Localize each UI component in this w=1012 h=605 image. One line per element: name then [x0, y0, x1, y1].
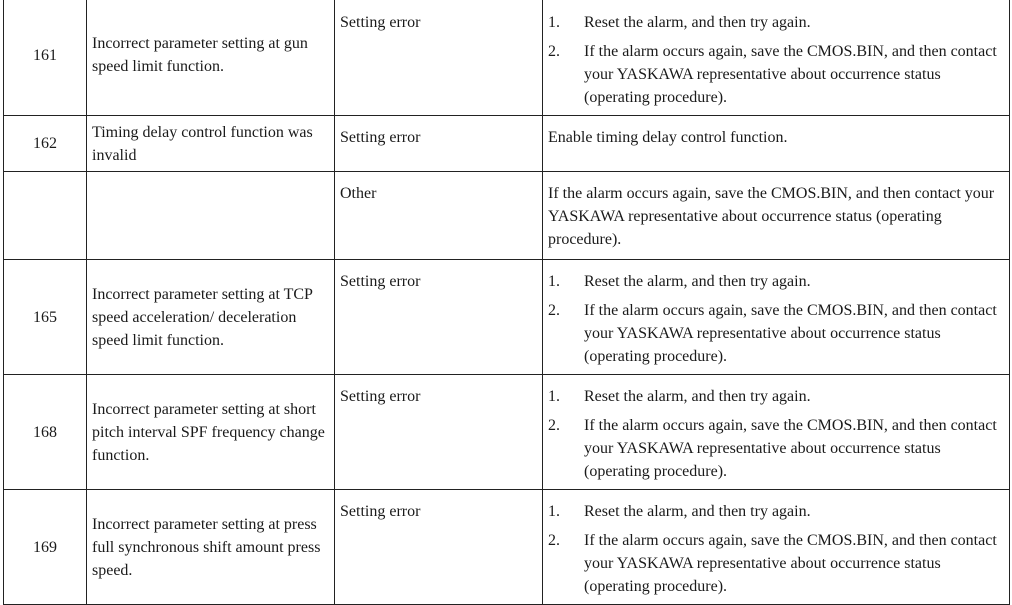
alarm-remedy: [543, 260, 1010, 375]
step-text: If the alarm occurs again, save the CMOS.BIN, and then contact your YASKAWA representative about occurrence status (operating procedure).: [584, 302, 997, 365]
remedy-step: [548, 40, 1003, 109]
table-row: [4, 116, 1010, 172]
step-number: 1.: [548, 503, 560, 520]
alarm-remedy: [543, 172, 1010, 260]
step-text: If the alarm occurs again, save the CMOS.BIN, and then contact your YASKAWA representative about occurrence status (operating procedure).: [584, 532, 997, 595]
alarm-code: 162: [4, 116, 87, 172]
alarm-code: [4, 172, 87, 260]
remedy-step: [548, 529, 1003, 598]
table-row: [4, 260, 1010, 375]
alarm-name: Incorrect parameter setting at TCP speed acceleration/ deceleration speed limit function.: [87, 260, 335, 375]
remedy-step: [548, 385, 1003, 408]
step-text: If the alarm occurs again, save the CMOS.BIN, and then contact your YASKAWA representative about occurrence status (operating procedure).: [584, 43, 997, 106]
alarm-remedy: [543, 375, 1010, 490]
remedy-text: If the alarm occurs again, save the CMOS.BIN, and then contact your YASKAWA representative about occurrence status (operating procedure).: [548, 185, 995, 248]
table-row: [4, 490, 1010, 605]
alarm-name: Incorrect parameter setting at press full synchronous shift amount press speed.: [87, 490, 335, 605]
remedy-step: [548, 11, 1003, 34]
step-number: 2.: [548, 43, 560, 60]
table-row: [4, 375, 1010, 490]
remedy-step: [548, 500, 1003, 523]
step-text: If the alarm occurs again, save the CMOS.BIN, and then contact your YASKAWA representative about occurrence status (operating procedure).: [584, 417, 997, 480]
step-number: 2.: [548, 302, 560, 319]
alarm-cause: Setting error: [335, 260, 543, 375]
step-text: Reset the alarm, and then try again.: [584, 14, 811, 31]
alarm-code: 161: [4, 0, 87, 116]
step-text: Reset the alarm, and then try again.: [584, 503, 811, 520]
alarm-remedy: [543, 490, 1010, 605]
remedy-step: [548, 270, 1003, 293]
alarm-name: Timing delay control function was invalid: [87, 116, 335, 172]
alarm-cause: Setting error: [335, 0, 543, 116]
alarm-table: [3, 0, 1010, 605]
step-number: 2.: [548, 417, 560, 434]
alarm-cause: Other: [335, 172, 543, 260]
remedy-text: Enable timing delay control function.: [548, 129, 788, 146]
alarm-name: Incorrect parameter setting at short pitch interval SPF frequency change function.: [87, 375, 335, 490]
step-number: 1.: [548, 14, 560, 31]
step-number: 2.: [548, 532, 560, 549]
alarm-name: [87, 172, 335, 260]
alarm-cause: Setting error: [335, 116, 543, 172]
alarm-remedy: [543, 116, 1010, 172]
alarm-code: 169: [4, 490, 87, 605]
alarm-code: 165: [4, 260, 87, 375]
alarm-cause: Setting error: [335, 375, 543, 490]
table-row: [4, 0, 1010, 116]
step-text: Reset the alarm, and then try again.: [584, 273, 811, 290]
table-row: [4, 172, 1010, 260]
alarm-cause: Setting error: [335, 490, 543, 605]
remedy-step: [548, 299, 1003, 368]
step-text: Reset the alarm, and then try again.: [584, 388, 811, 405]
remedy-step: [548, 414, 1003, 483]
step-number: 1.: [548, 388, 560, 405]
alarm-name: Incorrect parameter setting at gun speed limit function.: [87, 0, 335, 116]
alarm-remedy: [543, 0, 1010, 116]
alarm-code: 168: [4, 375, 87, 490]
step-number: 1.: [548, 273, 560, 290]
